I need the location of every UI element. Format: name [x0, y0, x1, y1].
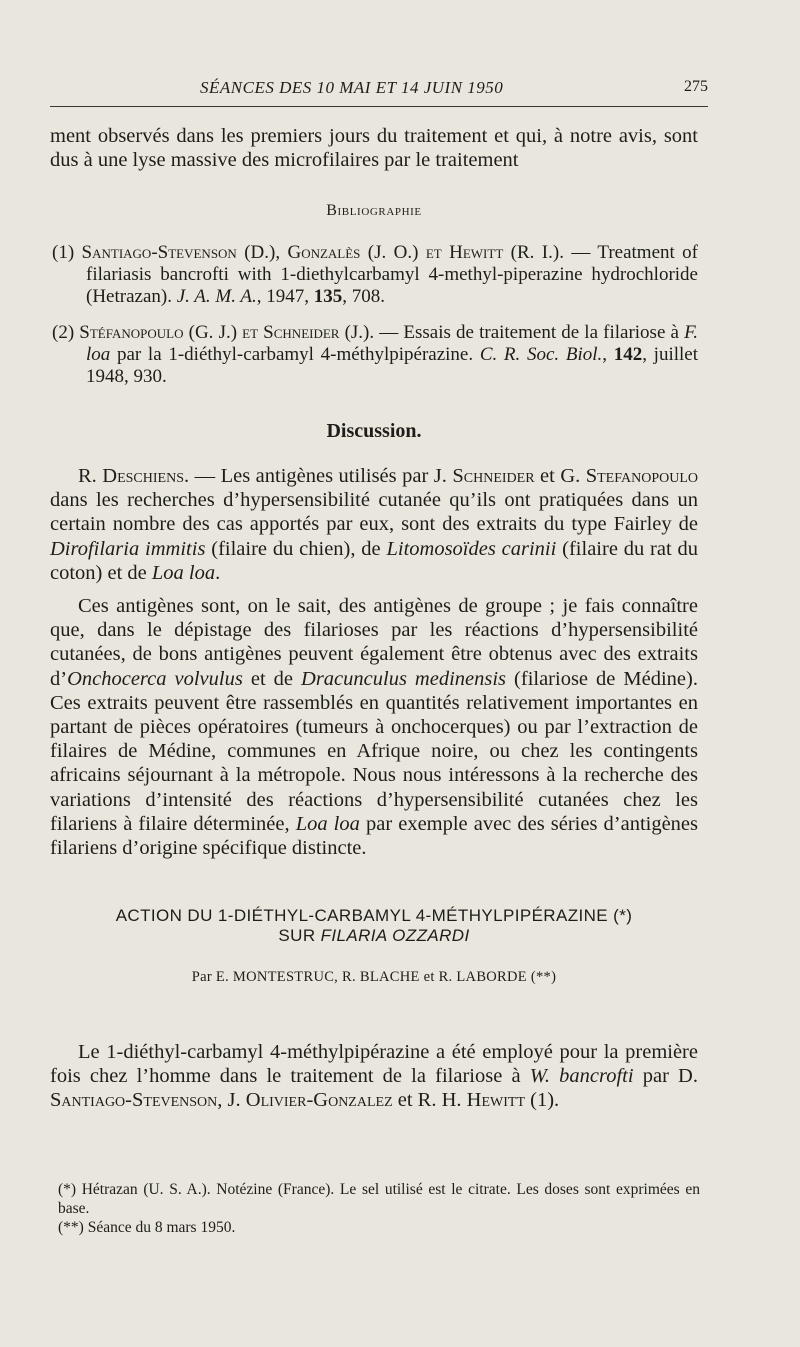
- text-run: .: [215, 561, 221, 584]
- reference-species: F. loa: [86, 322, 698, 365]
- article-title-line-1: ACTION DU 1-DIÉTHYL-CARBAMYL 4-MÉTHYLPIPÉRAZINE (*): [115, 906, 633, 925]
- species-name: Loa loa: [295, 812, 360, 835]
- bibliography-heading: Bibliographie: [326, 202, 422, 219]
- text-run: par exemple avec des séries d’antigènes filariens d’origine spécifique distincte.: [50, 812, 699, 860]
- text-run: (filaire du chien), de: [205, 537, 387, 560]
- text-run: et G.: [534, 465, 586, 487]
- text-run: et R. H.: [392, 1089, 467, 1112]
- text-run: (filariose de Médine). Ces extraits peuvent être rassemblés en quantités relativement importantes en partant de pièces opératoires (tumeurs à onchocerques) ou par l’extraction de filaires de Médine, communes en Afrique noire, ou chez les contingents africains séjournant à la métropole. Nous nous intéressons à la recherche des variations d’intensité des réactions d’hypersensibilité cutanées chez les filariens à filaire déterminée,: [50, 667, 698, 835]
- text-run: Ces antigènes sont, on le sait, des antigènes de groupe ; je fais connaître que, dans le dépistage des filarioses par les réactions d’hypersensibilité cutanées, de bons antigènes peuvent également être obtenus avec des extraits d’: [50, 595, 698, 690]
- reference-text: — Essais de traitement de la filariose à: [374, 322, 685, 343]
- reference-number: (1): [52, 242, 75, 263]
- discussion-heading: Discussion.: [326, 420, 422, 442]
- author-name: Schneider: [452, 465, 535, 487]
- reference-text-cont: par la 1-diéthyl-carbamyl 4-méthylpipérazine.: [110, 344, 480, 365]
- article-title-line-2: [50, 926, 698, 946]
- footnote-1: (*) Hétrazan (U. S. A.). Notézine (France). Le sel utilisé est le citrate. Les doses sont exprimées en base.: [58, 1181, 700, 1217]
- text-run: dans les recherches d’hypersensibilité cutanée qu’ils ont pratiquées dans un certain nombre des cas apportés par eux, sont des extraits du type Fairley de: [50, 489, 698, 536]
- reference-1: [52, 242, 698, 308]
- article-title: [50, 906, 698, 946]
- reference-number: (2): [52, 322, 75, 343]
- species-name: Dirofilaria immitis: [50, 537, 206, 560]
- discussion-paragraph-2: [50, 594, 698, 860]
- species-name: Dracunculus medinensis: [301, 667, 507, 690]
- text-run: (1).: [525, 1089, 560, 1112]
- title-species: FILARIA OZZARDI: [320, 926, 470, 945]
- intro-paragraph: ment observés dans les premiers jours du traitement et qui, à notre avis, sont dus à une lyse massive des microfilaires par le traitement: [50, 125, 698, 172]
- running-header: [50, 78, 708, 107]
- footnotes: [58, 1180, 700, 1237]
- reference-pages: , juillet 1948, 930.: [86, 344, 699, 387]
- reference-authors: Stéfanopoulo (G. J.) et Schneider (J.).: [79, 322, 375, 343]
- reference-text: — Treatment of filariasis bancrofti with 1-diethylcarbamyl 4-methyl-piperazine hydrochloride (Hetrazan).: [86, 242, 699, 307]
- reference-journal: C. R. Soc. Biol.: [479, 344, 603, 365]
- text-run: (filaire du rat du coton) et de: [50, 537, 698, 584]
- running-title: SÉANCES DES 10 MAI ET 14 JUIN 1950: [200, 78, 504, 97]
- author-name: Santiago-Stevenson: [50, 1089, 218, 1112]
- reference-volume: 142: [613, 344, 643, 365]
- reference-volume: 135: [313, 286, 343, 307]
- article-authors: Par E. MONTESTRUC, R. BLACHE et R. LABORDE (**): [191, 969, 557, 985]
- species-name: Loa loa: [151, 561, 216, 584]
- title-prefix: SUR: [278, 926, 321, 945]
- article-paragraph: [50, 1040, 698, 1113]
- reference-2: [52, 322, 698, 388]
- speaker-name: R. Deschiens.: [78, 465, 190, 487]
- page-number: 275: [684, 78, 708, 95]
- footnote-2: (**) Séance du 8 mars 1950.: [58, 1219, 236, 1236]
- text-run: par D.: [633, 1065, 698, 1088]
- text-run: , J.: [217, 1089, 246, 1112]
- author-name: Olivier-Gonzalez: [245, 1089, 393, 1112]
- species-name: W. bancrofti: [529, 1065, 634, 1088]
- species-name: Litomosoïdes carinii: [386, 537, 557, 560]
- text-run: et de: [242, 667, 302, 690]
- text-run: — Les antigènes utilisés par J.: [189, 465, 453, 487]
- author-name: Hewitt: [466, 1089, 525, 1112]
- reference-journal: J. A. M. A.: [176, 286, 257, 307]
- reference-pages: , 708.: [342, 286, 386, 307]
- author-name: Stefanopoulo: [585, 465, 698, 487]
- reference-sep: ,: [602, 344, 614, 365]
- text-run: Le 1-diéthyl-carbamyl 4-méthylpipérazine a été employé pour la première fois chez l’homme dans le traitement de la filariose à: [50, 1041, 698, 1088]
- discussion-paragraph-1: [50, 464, 698, 585]
- reference-year: , 1947,: [256, 286, 314, 307]
- species-name: Onchocerca volvulus: [67, 667, 243, 690]
- reference-authors: Santiago-Stevenson (D.), Gonzalès (J. O.) et Hewitt (R. I.).: [81, 242, 564, 263]
